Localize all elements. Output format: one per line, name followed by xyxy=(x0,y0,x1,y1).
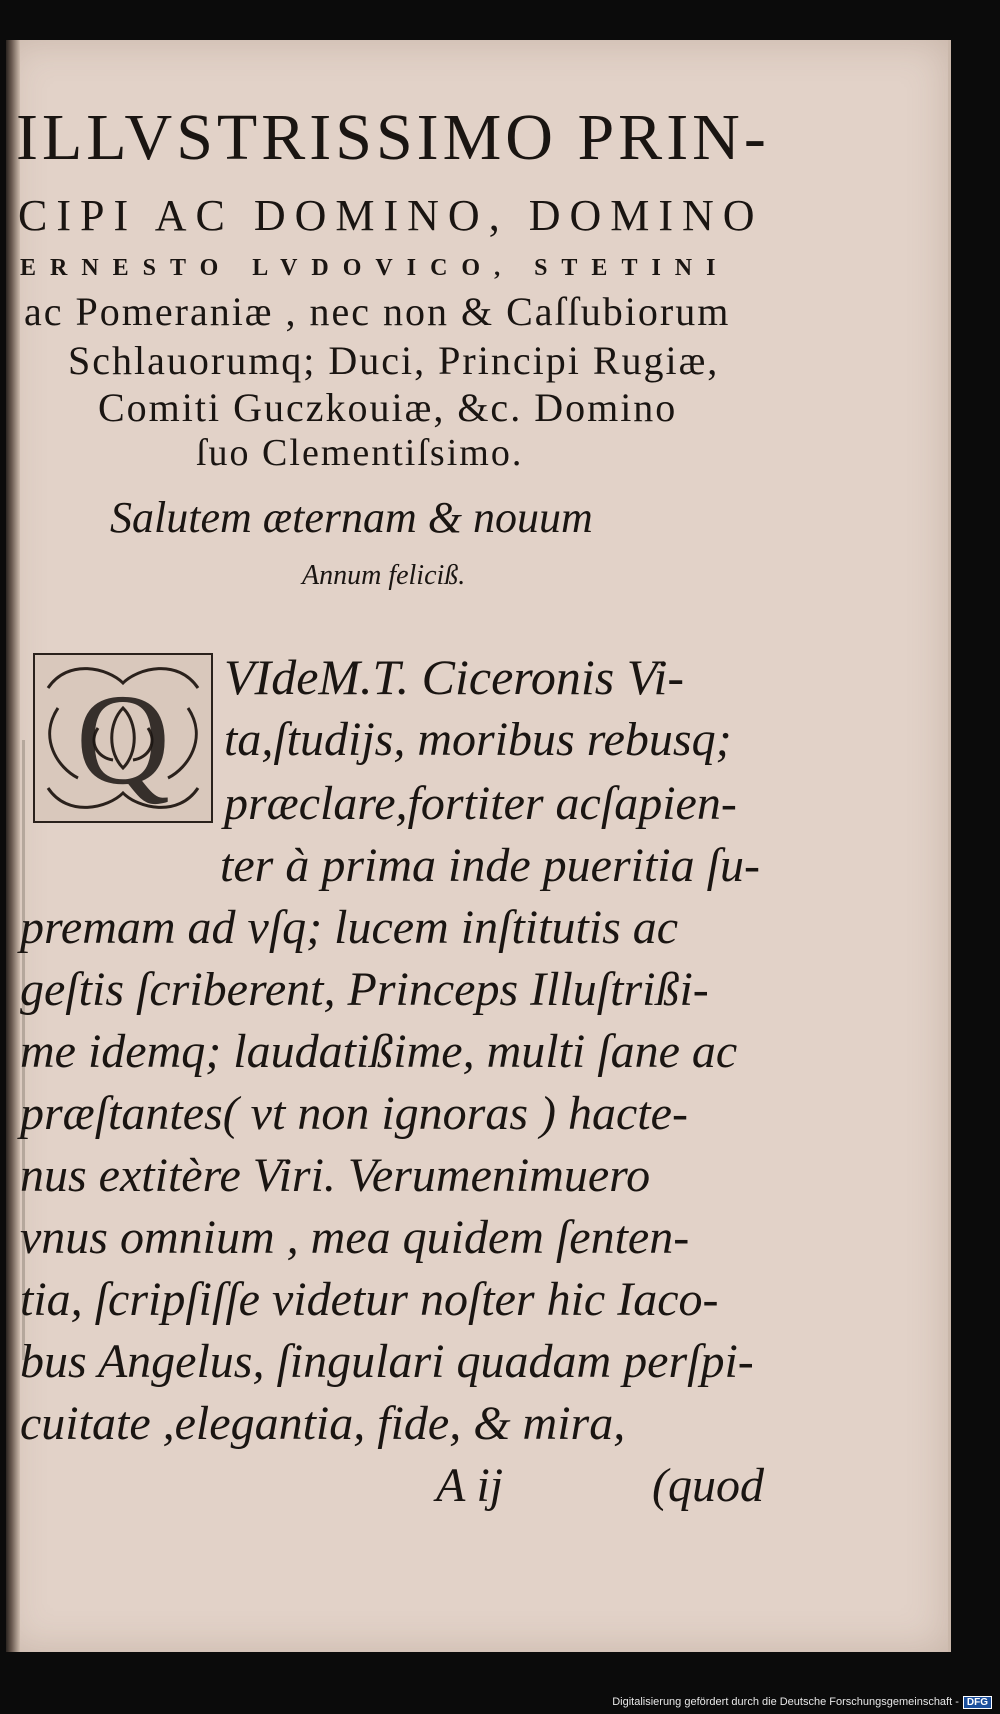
body-line-12: bus Angelus, ſingulari quadam perſpi- xyxy=(20,1335,754,1388)
body-line-10: vnus omnium , mea quidem ſenten- xyxy=(20,1211,690,1264)
catchword: (quod xyxy=(652,1459,764,1512)
body-line-6: geſtis ſcriberent, Princeps Illuſtrißi- xyxy=(20,963,709,1016)
body-line-1: VIdeM.T. Ciceronis Vi- xyxy=(224,649,685,705)
decorated-initial-letter xyxy=(28,648,218,828)
page-binding-edge xyxy=(6,40,20,1652)
heading-line-6: Comiti Guczkouiæ, &c. Domino xyxy=(98,385,678,430)
heading-line-7: ſuo Clementiſsimo. xyxy=(196,432,524,474)
body-line-3: præclare,fortiter acſapien- xyxy=(224,777,737,830)
digitization-credit xyxy=(612,1696,992,1709)
book-page xyxy=(6,40,951,1652)
body-line-9: nus extitère Viri. Verumenimuero xyxy=(20,1149,651,1202)
body-line-7: me idemq; laudatißime, multi ſane ac xyxy=(20,1025,738,1078)
initial-letter-glyph: Q xyxy=(76,668,170,812)
body-line-11: tia, ſcripſiſſe videtur noſter hic Iaco- xyxy=(20,1273,719,1326)
credit-text: Digitalisierung gefördert durch die Deutsche Forschungsgemeinschaft - xyxy=(612,1696,959,1708)
dfg-logo: DFG xyxy=(963,1696,992,1709)
heading-line-1: ILLVSTRISSIMO PRIN- xyxy=(16,101,770,174)
signature-mark: A ij xyxy=(436,1459,504,1512)
heading-line-2: CIPI AC DOMINO, DOMINO xyxy=(18,191,764,240)
body-line-13: cuitate ,elegantia, fide, & mira, xyxy=(20,1397,626,1450)
salutation-line-1: Salutem æternam & nouum xyxy=(110,493,593,542)
salutation-line-2: Annum feliciß. xyxy=(302,560,466,591)
heading-line-4: ac Pomeraniæ , nec non & Caſſubiorum xyxy=(24,289,731,334)
body-line-8: præſtantes( vt non ignoras ) hacte- xyxy=(20,1087,688,1140)
heading-line-5: Schlauorumq; Duci, Principi Rugiæ, xyxy=(68,338,720,383)
body-line-5: premam ad vſq; lucem inſtitutis ac xyxy=(20,901,679,954)
heading-line-3: ERNESTO LVDOVICO, STETINI xyxy=(20,255,730,281)
body-line-4: ter à prima inde pueritia ſu- xyxy=(220,839,760,892)
body-line-2: ta,ſtudijs, moribus rebusq; xyxy=(224,713,732,766)
